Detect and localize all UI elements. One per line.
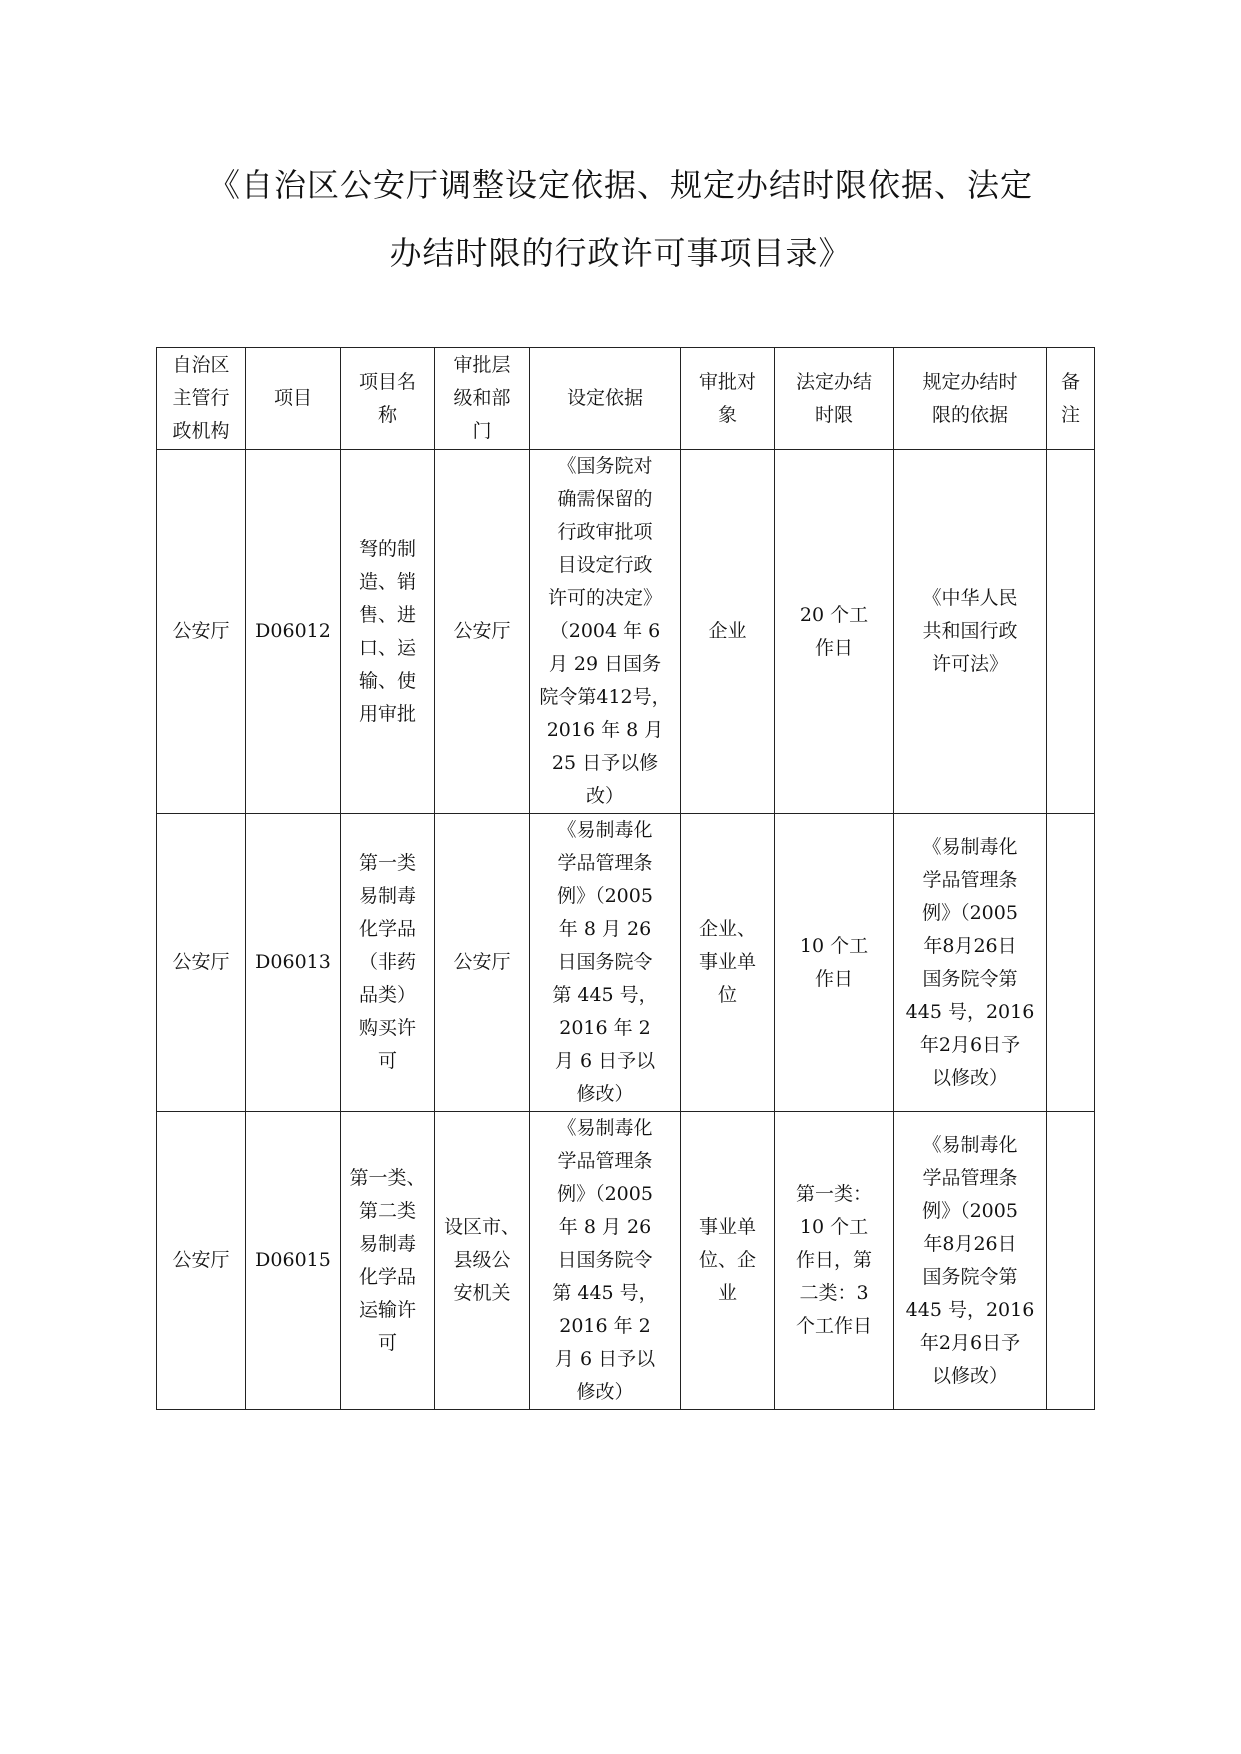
table-cell: 《国务院对 确需保留的 行政审批项 目设定行政 许可的决定》 （2004 年 6 月 29 日国务 院令第412号， 2016 年 8 月 25 日予以修 改） [530, 450, 681, 814]
table-cell [1047, 1112, 1095, 1410]
header-cell: 审批层 级和部 门 [435, 348, 530, 450]
table-cell: 《易制毒化 学品管理条 例》（2005 年8月26日 国务院令第 445 号，2016 年2月6日予 以修改） [894, 814, 1047, 1112]
table-cell: D06012 [246, 450, 341, 814]
table-cell: 公安厅 [435, 814, 530, 1112]
header-cell: 备 注 [1047, 348, 1095, 450]
table-cell: D06013 [246, 814, 341, 1112]
document-title-line-2: 办结时限的行政许可事项目录》 [389, 234, 852, 272]
table-cell: 企业、 事业单 位 [681, 814, 775, 1112]
table-cell: 公安厅 [157, 1112, 246, 1410]
table-cell: 弩的制 造、销 售、进 口、运 输、使 用审批 [341, 450, 435, 814]
header-cell: 项目名 称 [341, 348, 435, 450]
table-cell: 公安厅 [157, 450, 246, 814]
table-cell [1047, 450, 1095, 814]
table-row [157, 450, 1095, 814]
header-cell: 审批对 象 [681, 348, 775, 450]
table-cell: 《中华人民 共和国行政 许可法》 [894, 450, 1047, 814]
permit-items-table [156, 347, 1095, 1410]
header-cell: 项目 [246, 348, 341, 450]
table-cell: 第一类 易制毒 化学品 （非药 品类） 购买许 可 [341, 814, 435, 1112]
table-cell: 《易制毒化 学品管理条 例》（2005 年 8 月 26 日国务院令 第 445 号， 2016 年 2 月 6 日予以 修改） [530, 1112, 681, 1410]
table-cell: 10 个工 作日 [775, 814, 894, 1112]
table-row [157, 814, 1095, 1112]
document-title-line-1: 《自治区公安厅调整设定依据、规定办结时限依据、法定 [207, 166, 1033, 204]
table-cell: 事业单 位、企 业 [681, 1112, 775, 1410]
table-cell: 第一类、 第二类 易制毒 化学品 运输许 可 [341, 1112, 435, 1410]
table-cell: 第一类： 10 个工 作日，第 二类：3 个工作日 [775, 1112, 894, 1410]
table-cell [1047, 814, 1095, 1112]
header-cell: 设定依据 [530, 348, 681, 450]
table-header-row [157, 348, 1095, 450]
table-cell: 公安厅 [157, 814, 246, 1112]
table-cell: 20 个工 作日 [775, 450, 894, 814]
header-cell: 法定办结 时限 [775, 348, 894, 450]
table-cell: 《易制毒化 学品管理条 例》（2005 年 8 月 26 日国务院令 第 445 号， 2016 年 2 月 6 日予以 修改） [530, 814, 681, 1112]
table-cell: 设区市、 县级公 安机关 [435, 1112, 530, 1410]
header-cell: 规定办结时 限的依据 [894, 348, 1047, 450]
table-cell: 《易制毒化 学品管理条 例》（2005 年8月26日 国务院令第 445 号，2016 年2月6日予 以修改） [894, 1112, 1047, 1410]
table-cell: D06015 [246, 1112, 341, 1410]
table-cell: 公安厅 [435, 450, 530, 814]
table-cell: 企业 [681, 450, 775, 814]
table-row [157, 1112, 1095, 1410]
header-cell: 自治区 主管行 政机构 [157, 348, 246, 450]
